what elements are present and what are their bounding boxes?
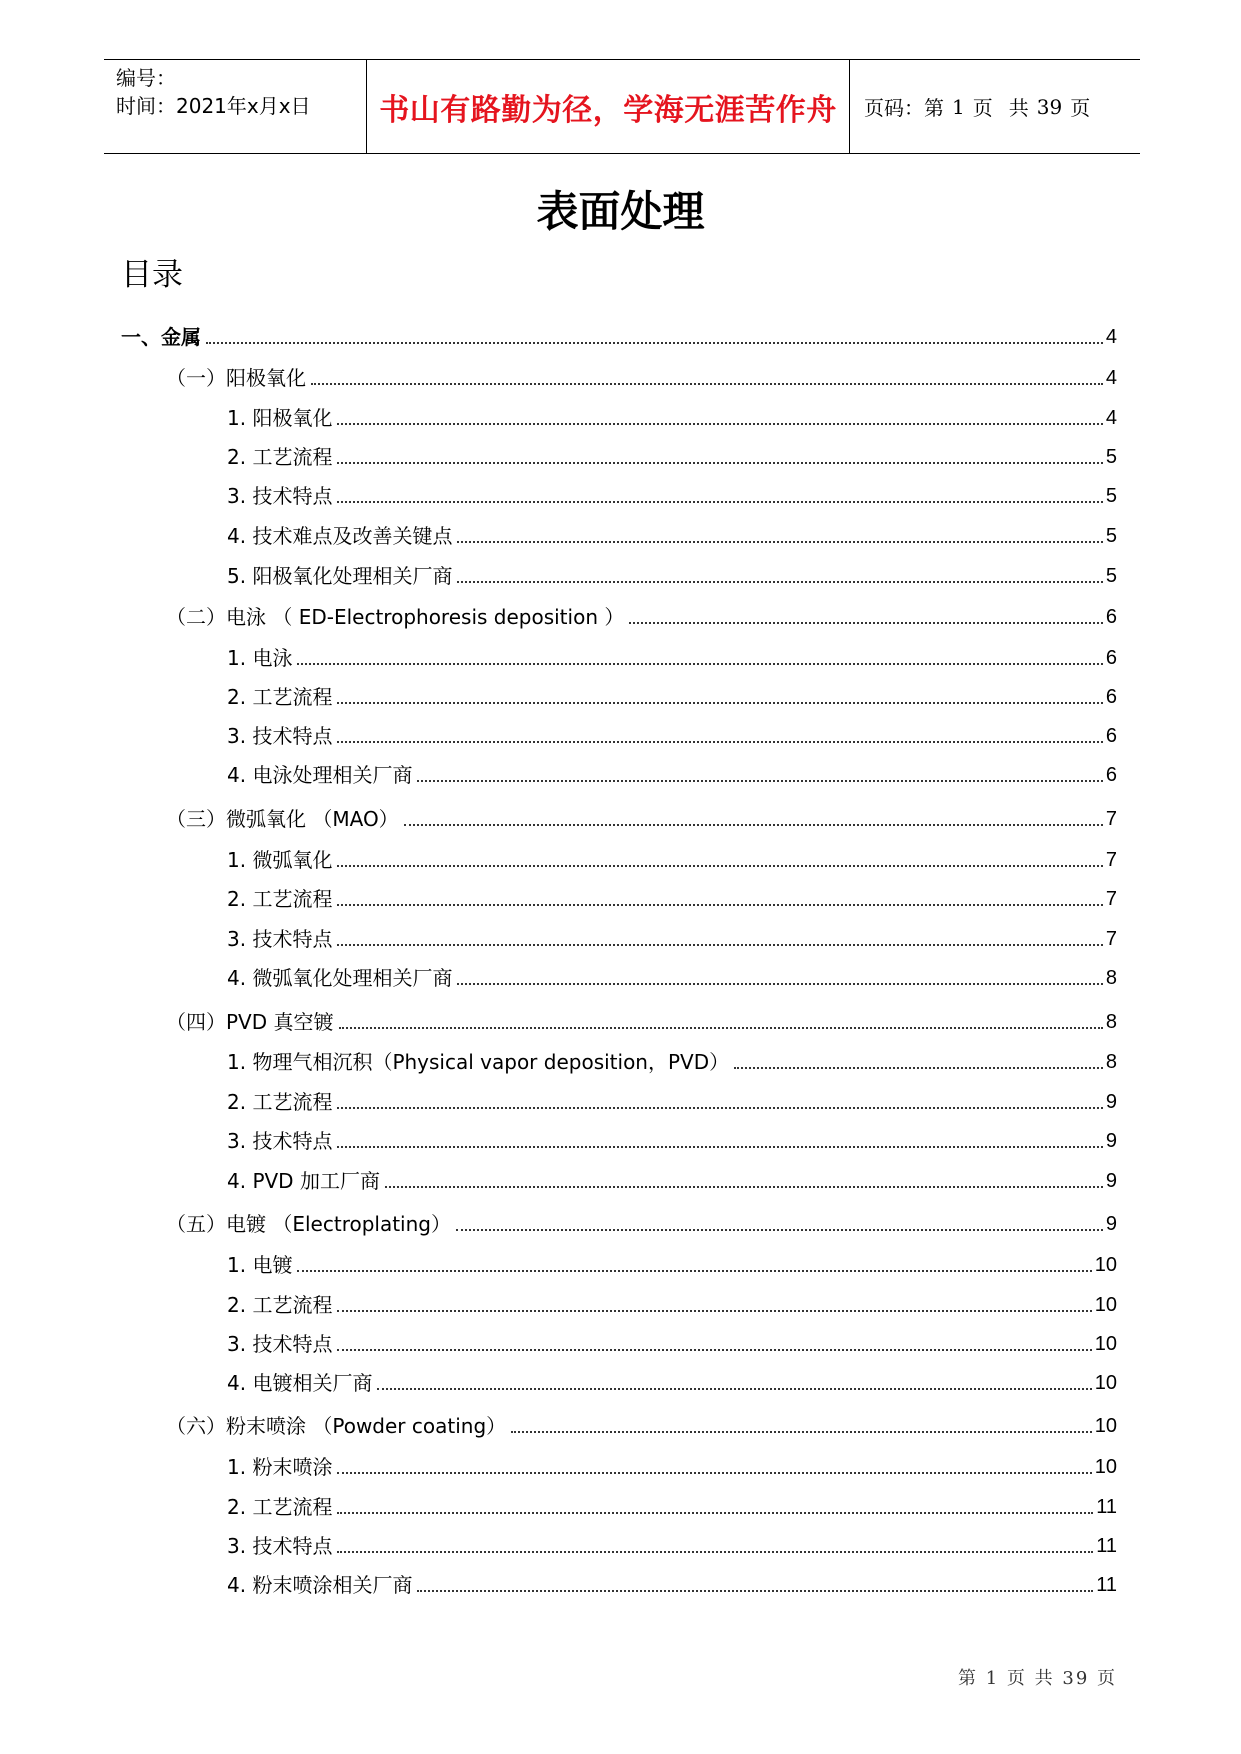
toc-dot-leader [456,1229,1103,1231]
toc-entry[interactable] [227,1250,1117,1278]
toc-entry-title: （一）阳极氧化 [166,366,306,390]
toc-entry-page: 5 [1105,446,1117,468]
toc-entry-page: 8 [1105,1051,1117,1073]
toc-entry-page: 5 [1105,485,1117,507]
toc-dot-leader [337,904,1102,906]
toc-entry-page: 9 [1105,1213,1117,1235]
toc-dot-leader [404,824,1103,826]
toc-entry-title: 2. 工艺流程 [227,1293,333,1317]
toc-entry-page: 10 [1094,1333,1117,1355]
page-current: 1 [952,94,965,119]
toc-entry-title: （六）粉末喷涂 （Powder coating） [166,1414,507,1438]
toc-entry-title: 2. 工艺流程 [227,1090,333,1114]
document-title: 表面处理 [536,187,705,236]
toc-dot-leader [457,541,1102,543]
toc-dot-leader [337,462,1102,464]
toc-entry-page: 11 [1096,1535,1117,1557]
toc-entry[interactable] [227,1452,1117,1480]
toc-dot-leader [311,383,1103,385]
header-page-info [864,60,1090,153]
toc-entry-page: 9 [1105,1091,1117,1113]
toc-entry-page: 10 [1094,1415,1117,1437]
time-label: 时间：2021年x月x日 [116,94,311,118]
toc-entry-page: 8 [1105,1011,1117,1033]
toc-dot-leader [337,423,1102,425]
toc-entry[interactable] [166,602,1117,630]
toc-entry[interactable] [121,322,1117,350]
toc-dot-leader [339,1027,1103,1029]
header-divider [849,60,850,153]
toc-entry[interactable] [227,924,1117,952]
toc-entry[interactable] [227,963,1117,991]
toc-entry[interactable] [227,884,1117,912]
toc-entry-page: 7 [1105,888,1117,910]
toc-dot-leader [734,1067,1103,1069]
page-total-label: 共 [1008,96,1029,120]
toc-dot-leader [385,1186,1103,1188]
toc-entry-page: 5 [1105,525,1117,547]
toc-entry-title: 1. 电泳 [227,646,293,670]
toc-entry-title: 1. 阳极氧化 [227,406,333,430]
toc-dot-leader [337,1512,1093,1514]
toc-entry-title: （三）微弧氧化 （MAO） [166,807,399,831]
toc-dot-leader [297,1270,1091,1272]
toc-entry[interactable] [227,682,1117,710]
toc-entry-title: 3. 技术特点 [227,1534,333,1558]
toc-entry[interactable] [227,1492,1117,1520]
toc-dot-leader [457,581,1102,583]
header-divider [366,60,367,153]
toc-entry-page: 4 [1105,407,1117,429]
toc-entry-page: 6 [1105,686,1117,708]
toc-entry-title: 4. 技术难点及改善关键点 [227,524,453,548]
toc-entry-title: 3. 技术特点 [227,1332,333,1356]
toc-entry-title: 3. 技术特点 [227,1129,333,1153]
toc-entry[interactable] [227,1166,1117,1194]
toc-entry-title: 1. 电镀 [227,1253,293,1277]
toc-dot-leader [337,741,1102,743]
toc-entry-page: 11 [1096,1574,1117,1596]
toc-entry-title: 3. 技术特点 [227,927,333,951]
toc-dot-leader [337,501,1102,503]
page-total: 39 [1036,94,1063,119]
toc-entry[interactable] [227,1531,1117,1559]
toc-entry-title: 1. 微弧氧化 [227,848,333,872]
toc-entry-title: 5. 阳极氧化处理相关厂商 [227,564,453,588]
toc-entry-title: 4. 微弧氧化处理相关厂商 [227,966,453,990]
toc-entry[interactable] [227,561,1117,589]
toc-entry-page: 6 [1105,606,1117,628]
toc-entry-page: 7 [1105,928,1117,950]
toc-entry-page: 4 [1105,326,1117,348]
toc-entry-title: 2. 工艺流程 [227,887,333,911]
toc-dot-leader [511,1431,1092,1433]
page-header [104,59,1140,154]
toc-entry[interactable] [227,1290,1117,1318]
toc-entry-title: 3. 技术特点 [227,484,333,508]
toc-entry-title: 4. 电泳处理相关厂商 [227,763,413,787]
toc-entry[interactable] [227,481,1117,509]
toc-entry-page: 5 [1105,565,1117,587]
toc-entry[interactable] [166,1209,1117,1237]
toc-entry-title: 2. 工艺流程 [227,1495,333,1519]
toc-entry-title: 2. 工艺流程 [227,685,333,709]
toc-entry[interactable] [227,760,1117,788]
toc-entry[interactable] [166,804,1117,832]
toc-entry[interactable] [227,1368,1117,1396]
toc-dot-leader [417,1590,1093,1592]
toc-entry[interactable] [227,1126,1117,1154]
toc-entry-page: 11 [1096,1496,1117,1518]
toc-entry[interactable] [227,1087,1117,1115]
toc-dot-leader [337,1310,1091,1312]
toc-dot-leader [337,944,1102,946]
header-meta [116,64,311,120]
toc-dot-leader [206,342,1103,344]
page-label: 页码：第 [864,96,944,120]
toc-dot-leader [337,865,1102,867]
toc-entry-title: 3. 技术特点 [227,724,333,748]
toc-dot-leader [457,983,1102,985]
toc-dot-leader [337,1349,1091,1351]
toc-entry-title: 2. 工艺流程 [227,445,333,469]
toc-dot-leader [337,1107,1102,1109]
page-unit: 页 [972,96,993,120]
toc-entry-title: 4. 电镀相关厂商 [227,1371,373,1395]
toc-entry-title: 1. 物理气相沉积（Physical vapor deposition，PVD） [227,1050,730,1074]
toc-entry[interactable] [227,521,1117,549]
toc-entry[interactable] [166,1007,1117,1035]
toc-dot-leader [337,1472,1091,1474]
toc-entry[interactable] [227,643,1117,671]
toc-heading: 目录 [121,257,183,293]
toc-entry-title: 4. 粉末喷涂相关厂商 [227,1573,413,1597]
toc-dot-leader [337,1551,1093,1553]
toc-entry-page: 9 [1105,1170,1117,1192]
toc-entry-page: 10 [1094,1254,1117,1276]
number-label: 编号： [116,66,176,90]
toc-entry-page: 6 [1105,764,1117,786]
toc-dot-leader [629,622,1103,624]
toc-entry[interactable] [227,403,1117,431]
toc-entry-page: 8 [1105,967,1117,989]
toc-entry-title: 1. 粉末喷涂 [227,1455,333,1479]
toc-entry-page: 9 [1105,1130,1117,1152]
toc-entry-title: 一、金属 [121,325,201,349]
toc-dot-leader [337,702,1102,704]
toc-entry-title: （五）电镀 （Electroplating） [166,1212,451,1236]
toc-entry-page: 7 [1105,808,1117,830]
toc-dot-leader [297,663,1102,665]
toc-entry[interactable] [166,363,1117,391]
toc-entry-page: 6 [1105,725,1117,747]
toc-entry-page: 10 [1094,1456,1117,1478]
toc-entry[interactable] [227,1570,1117,1598]
toc-dot-leader [417,780,1102,782]
toc-entry-page: 10 [1094,1372,1117,1394]
page-footer: 第 1 页 共 39 页 [958,1668,1117,1689]
toc-entry[interactable] [227,1329,1117,1357]
toc-entry[interactable] [166,1411,1117,1439]
toc-entry-page: 4 [1105,367,1117,389]
toc-entry-title: （四）PVD 真空镀 [166,1010,334,1034]
toc-entry[interactable] [227,1047,1117,1075]
toc-entry-page: 7 [1105,849,1117,871]
toc-dot-leader [337,1146,1102,1148]
toc-dot-leader [377,1388,1091,1390]
toc-entry-title: （二）电泳 （ ED-Electrophoresis deposition ） [166,605,625,629]
toc-entry-page: 6 [1105,647,1117,669]
toc-entry-title: 4. PVD 加工厂商 [227,1169,380,1193]
toc-entry[interactable] [227,442,1117,470]
toc-entry-page: 10 [1094,1294,1117,1316]
toc-entry[interactable] [227,845,1117,873]
toc-entry[interactable] [227,721,1117,749]
header-motto: 书山有路勤为径，学海无涯苦作舟 [379,92,837,128]
page-total-unit: 页 [1070,96,1091,120]
